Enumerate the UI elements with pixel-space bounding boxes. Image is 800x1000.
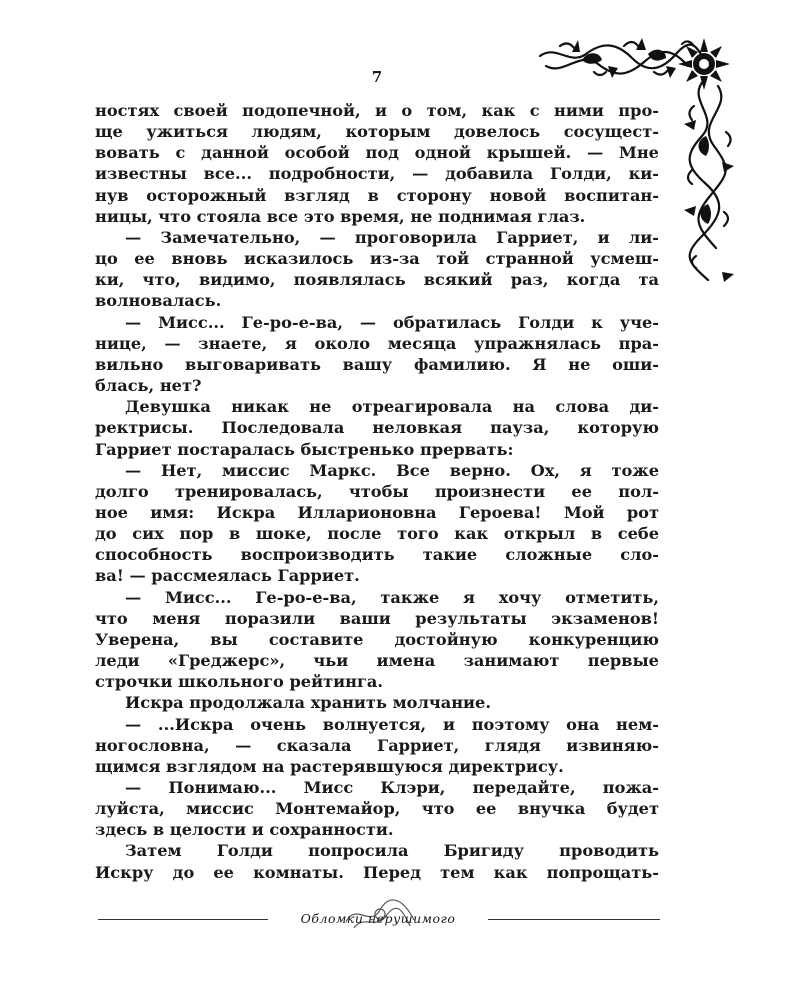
- text-line: нице, — знаете, я около месяца упражнялась пра-: [95, 333, 659, 353]
- text-line: долго тренировалась, чтобы произнести ее пол-: [95, 481, 659, 501]
- body-text: [95, 100, 659, 883]
- text-line: луйста, миссис Монтемайор, что ее внучка будет: [95, 799, 659, 819]
- text-line: ностях своей подопечной, и о том, как с ними про-: [95, 101, 659, 120]
- text-line: волновалась.: [95, 291, 222, 311]
- text-line: ницы, что стояла все это время, не поднимая глаз.: [95, 206, 586, 226]
- text-line: Искра продолжала хранить молчание.: [125, 693, 491, 713]
- text-line: — Мисс... Ге-ро-е-ва, также я хочу отметить,: [125, 587, 659, 607]
- text-line: — ...Искра очень волнуется, и поэтому она нем-: [125, 714, 659, 734]
- text-line: известны все... подробности, — добавила Голди, ки-: [95, 164, 659, 184]
- text-line: Девушка никак не отреагировала на слова ди-: [125, 397, 659, 417]
- text-line: способность воспроизводить такие сложные сло-: [95, 545, 659, 565]
- text-line: — Нет, миссис Маркс. Все верно. Ох, я тоже: [125, 460, 659, 480]
- text-line: блась, нет?: [95, 376, 202, 396]
- book-title: Обломки нерушимого: [300, 911, 456, 926]
- text-line: вовать с данной особой под одной крышей. — Мне: [95, 143, 659, 163]
- text-line: до сих пор в шоке, после того как открыл в себе: [95, 524, 659, 544]
- text-line: что меня поразили ваши результаты экзаменов!: [95, 608, 659, 628]
- text-line: Искру до ее комнаты. Перед тем как попрощать-: [95, 862, 659, 882]
- text-line: леди «Греджерс», чьи имена занимают первые: [95, 651, 659, 671]
- text-line: цо ее вновь исказилось из-за той странной усмеш-: [95, 249, 659, 269]
- text-line: — Понимаю... Мисс Клэри, передайте, пожа-: [125, 778, 659, 797]
- text-line: ки, что, видимо, появлялась всякий раз, когда та: [95, 270, 659, 290]
- text-line: ное имя: Искра Илларионовна Героева! Мой рот: [95, 502, 659, 522]
- text-line: Уверена, вы составите достойную конкуренцию: [95, 629, 659, 649]
- page-footer: [98, 908, 660, 932]
- text-line: ректрисы. Последовала неловкая пауза, которую: [95, 418, 659, 438]
- text-line: здесь в целости и сохранности.: [95, 820, 394, 840]
- text-line: ще ужиться людям, которым довелось сосущест-: [95, 122, 659, 142]
- text-line: ва! — рассмеялась Гарриет.: [95, 566, 360, 586]
- text-line: — Мисс... Ге-ро-е-ва, — обратилась Голди к уче-: [125, 312, 659, 332]
- text-line: Затем Голди попросила Бригиду проводить: [125, 841, 659, 861]
- text-line: вильно выговаривать вашу фамилию. Я не оши-: [95, 354, 659, 374]
- text-line: щимся взглядом на растерявшуюся директрису.: [95, 756, 564, 776]
- text-line: строчки школьного рейтинга.: [95, 672, 384, 692]
- footer-rule-right: [488, 919, 660, 920]
- text-line: ногословна, — сказала Гарриет, глядя извиняю-: [95, 735, 659, 755]
- text-line: нув осторожный взгляд в сторону новой воспитан-: [95, 185, 659, 205]
- footer-rule-left: [98, 919, 268, 920]
- page-number: 7: [371, 68, 383, 86]
- text-line: Гарриет постаралась быстренько прервать:: [95, 439, 514, 459]
- text-line: — Замечательно, — проговорила Гарриет, и ли-: [125, 227, 659, 247]
